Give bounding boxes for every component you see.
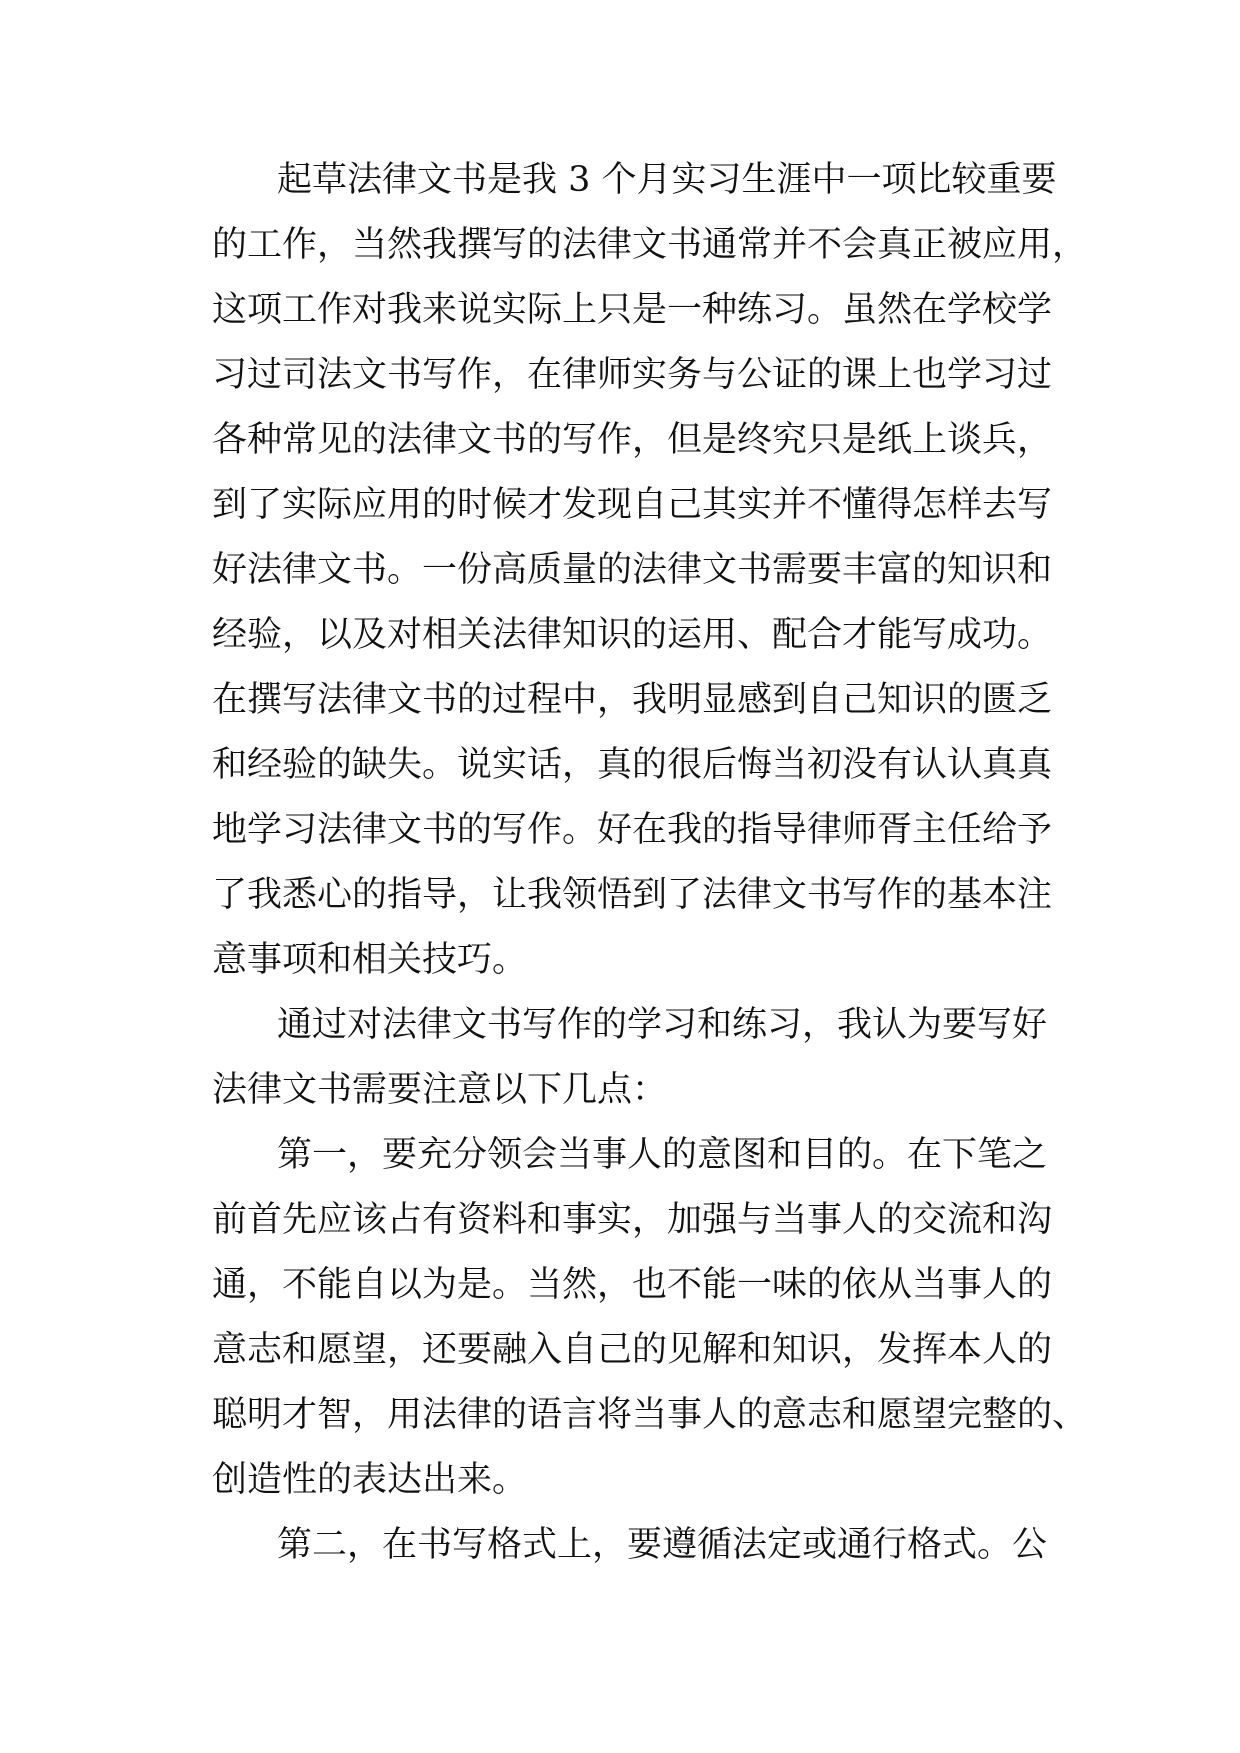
paragraph-line: 在撰写法律文书的过程中，我明显感到自己知识的匮乏 xyxy=(212,680,1053,720)
paragraph-line: 第二，在书写格式上，要遵循法定或通行格式。公 xyxy=(277,1525,1048,1565)
paragraph-line: 前首先应该占有资料和事实，加强与当事人的交流和沟 xyxy=(212,1200,1053,1240)
paragraph-line: 的工作，当然我撰写的法律文书通常并不会真正被应用， xyxy=(212,225,1088,265)
paragraph-line: 好法律文书。一份高质量的法律文书需要丰富的知识和 xyxy=(212,550,1053,590)
paragraph-line: 经验，以及对相关法律知识的运用、配合才能写成功。 xyxy=(212,615,1053,655)
paragraph-line: 和经验的缺失。说实话，真的很后悔当初没有认认真真 xyxy=(212,745,1053,785)
paragraph-line: 意事项和相关技巧。 xyxy=(212,940,528,980)
paragraph-line: 意志和愿望，还要融入自己的见解和知识，发挥本人的 xyxy=(212,1330,1053,1370)
paragraph-line: 习过司法文书写作，在律师实务与公证的课上也学习过 xyxy=(212,355,1053,395)
paragraph-line: 地学习法律文书的写作。好在我的指导律师胥主任给予 xyxy=(212,810,1053,850)
paragraph-line: 各种常见的法律文书的写作，但是终究只是纸上谈兵， xyxy=(212,420,1053,460)
paragraph-line: 到了实际应用的时候才发现自己其实并不懂得怎样去写 xyxy=(212,485,1053,525)
paragraph-line: 这项工作对我来说实际上只是一种练习。虽然在学校学 xyxy=(212,290,1053,330)
paragraph-line: 通，不能自以为是。当然，也不能一味的依从当事人的 xyxy=(212,1265,1053,1305)
paragraph-line: 通过对法律文书写作的学习和练习，我认为要写好 xyxy=(277,1005,1048,1045)
paragraph-line: 法律文书需要注意以下几点： xyxy=(212,1070,668,1110)
paragraph-line: 创造性的表达出来。 xyxy=(212,1460,528,1500)
paragraph-line: 起草法律文书是我 3 个月实习生涯中一项比较重要 xyxy=(277,160,1057,200)
paragraph-line: 了我悉心的指导，让我领悟到了法律文书写作的基本注 xyxy=(212,875,1053,915)
paragraph-line: 聪明才智，用法律的语言将当事人的意志和愿望完整的、 xyxy=(212,1395,1088,1435)
paragraph-line: 第一，要充分领会当事人的意图和目的。在下笔之 xyxy=(277,1135,1048,1175)
